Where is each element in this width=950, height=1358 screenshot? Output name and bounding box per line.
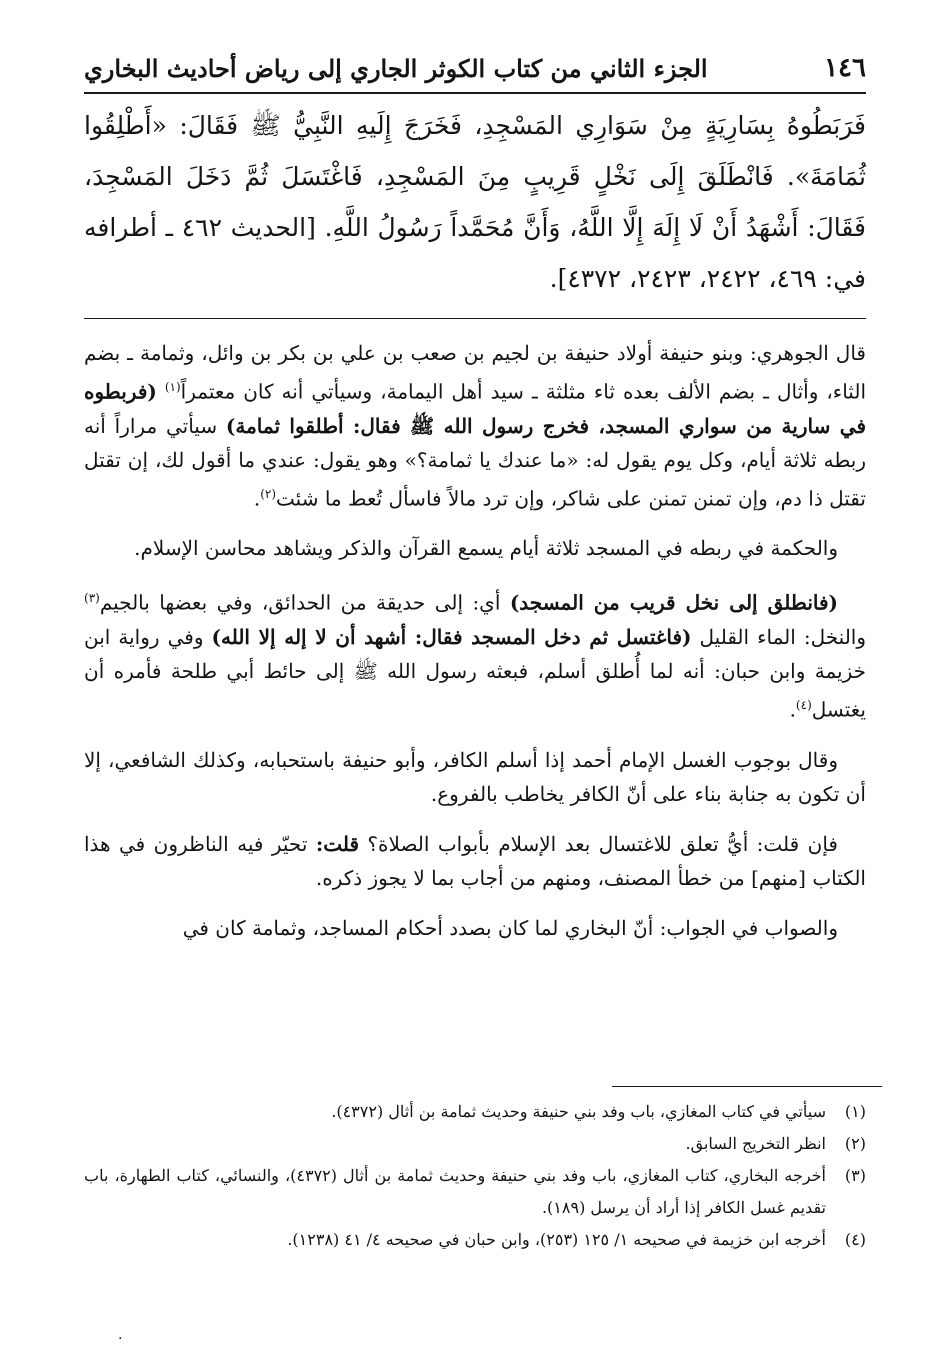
commentary-paragraph: والصواب في الجواب: أنّ البخاري لما كان بصدد أحكام المساجد، وثمامة كان في	[182, 915, 838, 940]
footnote	[84, 1224, 866, 1256]
running-title: الجزء الثاني من كتاب الكوثر الجاري إلى رياض أحاديث البخاري	[84, 53, 708, 83]
footnote	[84, 1128, 866, 1160]
footnote	[84, 1160, 866, 1224]
footnote-number: (٣)	[844, 1166, 866, 1185]
text-run: والنخل: الماء القليل	[699, 624, 867, 649]
commentary-paragraph: والحكمة في ربطه في المسجد ثلاثة أيام يسمع القرآن والذكر ويشاهد محاسن الإسلام.	[134, 536, 838, 561]
text-run: فإن قلت: أيُّ تعلق للاغتسال بعد الإسلام بأبواب الصلاة؟	[367, 831, 838, 856]
footnote-ref: (١)	[164, 380, 181, 394]
footnote-ref: (٢)	[260, 486, 277, 501]
footnote-text: أخرجه البخاري، كتاب المغازي، باب وفد بني حنيفة وحديث ثمامة بن أثال (٤٣٧٢)، والنسائي، كتاب الطهارة، باب تقديم غسل الكافر إذا أراد أن يرسل (١٨٩).	[84, 1166, 827, 1217]
footnote-rule	[612, 1086, 882, 1087]
hadith-text: فَرَبَطُوهُ بِسَارِيَةٍ مِنْ سَوَارِي المَسْجِدِ، فَخَرَجَ إِلَيهِ النَّبِيُّ ﷺ فَقَالَ: «أَطْلِقُوا ثُمَامَةَ». فَانْطَلَقَ إِلَى نَخْلٍ قَرِيبٍ مِنَ المَسْجِدِ، فَاغْتَسَلَ ثُمَّ دَخَلَ المَسْجِدَ، فَقَالَ: أَشْهَدُ أَنْ لَا إِلَهَ إِلَّا اللَّهُ، وَأَنَّ مُحَمَّداً رَسُولُ اللَّهِ. [الحديث ٤٦٢ ـ أطرافه في: ٤٦٩، ٢٤٢٢، ٢٤٢٣، ٤٣٧٢].	[84, 111, 867, 293]
answer-label: قلت:	[315, 831, 360, 856]
text-run: أي: إلى حديقة من الحدائق، وفي بعضها بالجيم	[99, 590, 501, 615]
commentary-paragraph: (فانطلق إلى نخل قريب من المسجد) أي: إلى حديقة من الحدائق، وفي بعضها بالجيم$^{(٣)}$ والنخل: الماء القليل (فاغتسل ثم دخل المسجد فقال: أشهد أن لا إله إلا الله) وفي رواية ابن خزيمة وابن حبان: أنه لما أُطلق أسلم، فبعثه رسول الله ﷺ إلى حائط أبي طلحة فأمره أن يغتسل$^{(٤)}$.	[84, 590, 867, 722]
footnote-ref: (٤)	[795, 697, 812, 712]
footnote-text: انظر التخريج السابق.	[685, 1134, 826, 1153]
commentary-paragraph: قال الجوهري: وبنو حنيفة أولاد حنيفة بن لجيم بن صعب بن علي بن بكر بن وائل، وثمامة ـ بضم الثاء، وأثال ـ بضم الألف بعده ثاء مثلثة ـ سيد أهل اليمامة، وسيأتي أنه كان معتمراً$^{(١)}$ (فربطوه في سارية من سواري المسجد، فخرج رسول الله ﷺ فقال: أطلقوا ثمامة) سيأتي مراراً أنه ربطه ثلاثة أيام، وكل يوم يقول له: «ما عندك يا ثمامة؟» وهو يقول: عندي ما أقول لك، إن تقتل تقتل ذا دم، وإن تمنن تمنن على شاكر، وإن ترد مالاً فاسأل تُعط ما شئت$^{(٢)}$.	[84, 341, 866, 511]
commentary-paragraph	[84, 827, 866, 895]
text-run: سيأتي مراراً أنه ربطه ثلاثة أيام، وكل يوم يقول له: «ما عندك يا ثمامة؟» وهو يقول: عندي ما أقول لك، إن تقتل تقتل ذا دم، وإن تمنن تمنن على شاكر، وإن ترد مالاً فاسأل تُعط ما شئت	[84, 413, 866, 511]
footnote-number: (١)	[844, 1102, 866, 1121]
footnote-text: أخرجه ابن خزيمة في صحيحه ١/ ١٢٥ (٢٥٣)، وابن حبان في صحيحه ٤/ ٤١ (١٢٣٨).	[287, 1230, 826, 1249]
footnotes	[84, 1096, 866, 1256]
footnote-number: (٢)	[844, 1134, 866, 1153]
commentary	[84, 336, 866, 961]
quoted-hadith: (فاغتسل ثم دخل المسجد فقال: أشهد أن لا إله إلا الله)	[211, 624, 692, 649]
quoted-hadith: (فانطلق إلى نخل قريب من المسجد)	[509, 590, 839, 615]
page-header	[84, 48, 866, 88]
footnote-text: سيأتي في كتاب المغازي، باب وفد بني حنيفة وحديث ثمامة بن أثال (٤٣٧٢).	[331, 1102, 826, 1121]
text-run: قال الجوهري: وبنو حنيفة أولاد حنيفة بن لجيم بن صعب بن علي بن بكر بن وائل، وثمامة ـ بضم الثاء، وأثال ـ بضم الألف بعده ثاء مثلثة ـ سيد أهل اليمامة، وسيأتي أنه كان معتمراً	[84, 341, 866, 404]
page-mark: .	[118, 1327, 123, 1343]
page-number: ١٤٦	[824, 53, 866, 83]
footnote-number: (٤)	[844, 1230, 866, 1249]
footnote-ref: (٣)	[84, 591, 100, 606]
text-run: وفي رواية ابن خزيمة وابن حبان: أنه لما أُطلق أسلم، فبعثه رسول الله ﷺ إلى حائط أبي طلحة فأمره أن يغتسل	[84, 624, 866, 722]
header-rule	[84, 92, 866, 94]
quoted-hadith: (فربطوه في سارية من سواري المسجد، فخرج رسول الله ﷺ فقال: أطلقوا ثمامة)	[84, 379, 866, 438]
footnote	[84, 1096, 866, 1128]
text-run: تحيّر فيه الناظرون في هذا الكتاب [منهم] من خطأ المصنف، ومنهم من أجاب بما لا يجوز ذكره.	[84, 831, 866, 890]
commentary-paragraph: وقال بوجوب الغسل الإمام أحمد إذا أسلم الكافر، وأبو حنيفة باستحبابه، وكذلك الشافعي، إلا أن تكون به جنابة بناء على أنّ الكافر يخاطب بالفروع.	[84, 747, 866, 806]
section-divider	[84, 318, 866, 319]
